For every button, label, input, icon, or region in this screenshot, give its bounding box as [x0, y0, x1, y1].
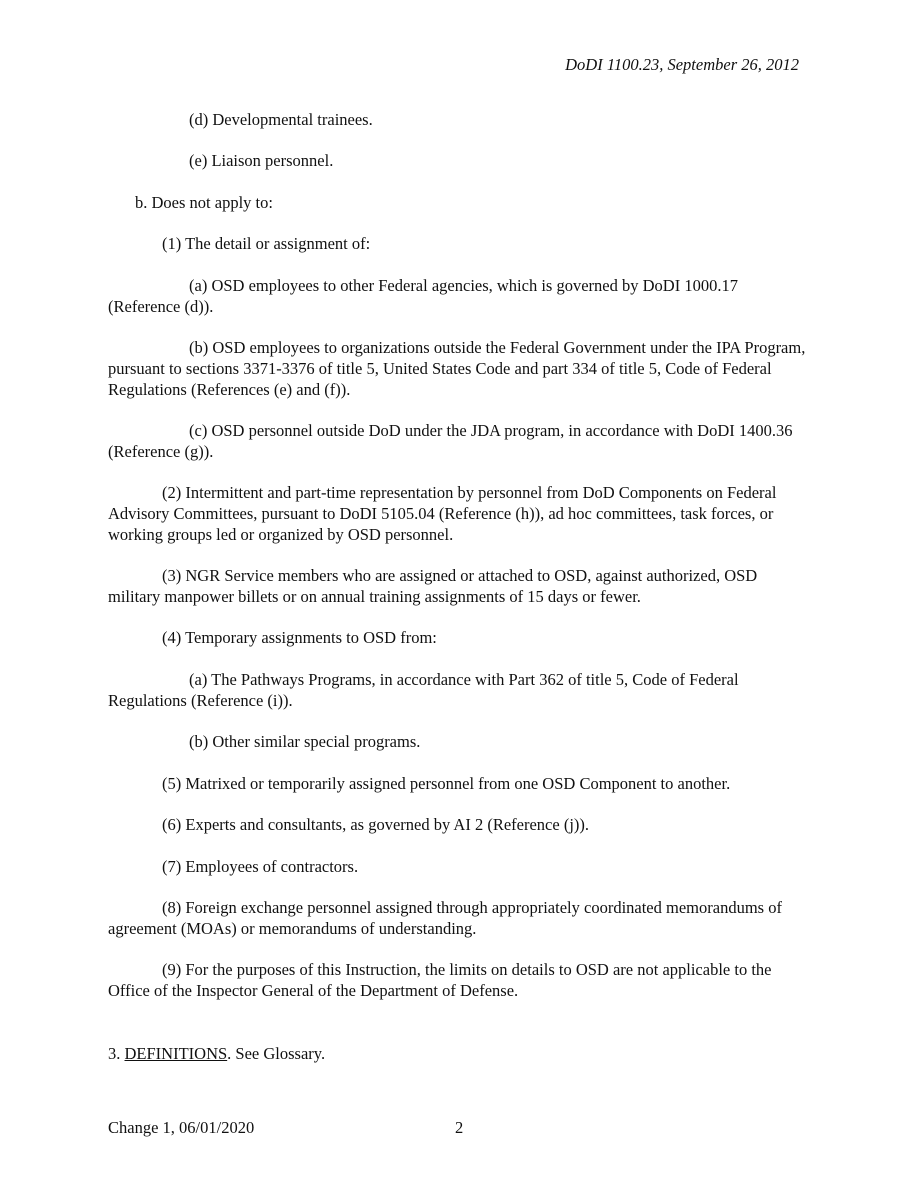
paragraph-4: (4) Temporary assignments to OSD from: [162, 628, 437, 647]
paragraph-1b: (b) OSD employees to organizations outside the Federal Government under the IPA Program, pursuant to sections 3371-3376 of title 5, United States Code and part 334 of title 5, Code of Federal Regulations (References (e) and (f)). [108, 338, 806, 399]
paragraph-8: (8) Foreign exchange personnel assigned through appropriately coordinated memorandums of agreement (MOAs) or memorandums of understanding. [108, 898, 782, 938]
paragraph-7: (7) Employees of contractors. [162, 857, 359, 876]
footer-change: Change 1, 06/01/2020 [108, 1118, 255, 1137]
paragraph-1c: (c) OSD personnel outside DoD under the JDA program, in accordance with DoDI 1400.36 (Reference (g)). [108, 421, 793, 461]
section-3-definitions [108, 1043, 808, 1064]
paragraph-4a: (a) The Pathways Programs, in accordance with Part 362 of title 5, Code of Federal Regulations (Reference (i)). [108, 670, 739, 710]
paragraph-6: (6) Experts and consultants, as governed by AI 2 (Reference (j)). [162, 815, 590, 834]
document-header: DoDI 1100.23, September 26, 2012 [565, 55, 799, 74]
paragraph-3: (3) NGR Service members who are assigned or attached to OSD, against authorized, OSD military manpower billets or on annual training assignments of 15 days or fewer. [108, 566, 758, 606]
section-heading: DEFINITIONS [124, 1044, 228, 1063]
paragraph-1a: (a) OSD employees to other Federal agencies, which is governed by DoDI 1000.17 (Reference (d)). [108, 276, 738, 316]
paragraph-2: (2) Intermittent and part-time representation by personnel from DoD Components on Federal Advisory Committees, pursuant to DoDI 5105.04 (Reference (h)), ad hoc committees, task forces, or working groups led or organized by OSD personnel. [108, 483, 777, 544]
paragraph-9: (9) For the purposes of this Instruction, the limits on details to OSD are not applicable to the Office of the Inspector General of the Department of Defense. [108, 960, 772, 1000]
section-text: . See Glossary. [227, 1044, 326, 1063]
paragraph-b: b. Does not apply to: [135, 193, 273, 212]
page-number: 2 [455, 1118, 464, 1137]
section-number: 3. [108, 1044, 125, 1063]
paragraph-5: (5) Matrixed or temporarily assigned personnel from one OSD Component to another. [162, 774, 731, 793]
paragraph-4b: (b) Other similar special programs. [189, 732, 421, 751]
paragraph-e: (e) Liaison personnel. [189, 151, 334, 170]
paragraph-1: (1) The detail or assignment of: [162, 234, 371, 253]
paragraph-d: (d) Developmental trainees. [189, 110, 373, 129]
